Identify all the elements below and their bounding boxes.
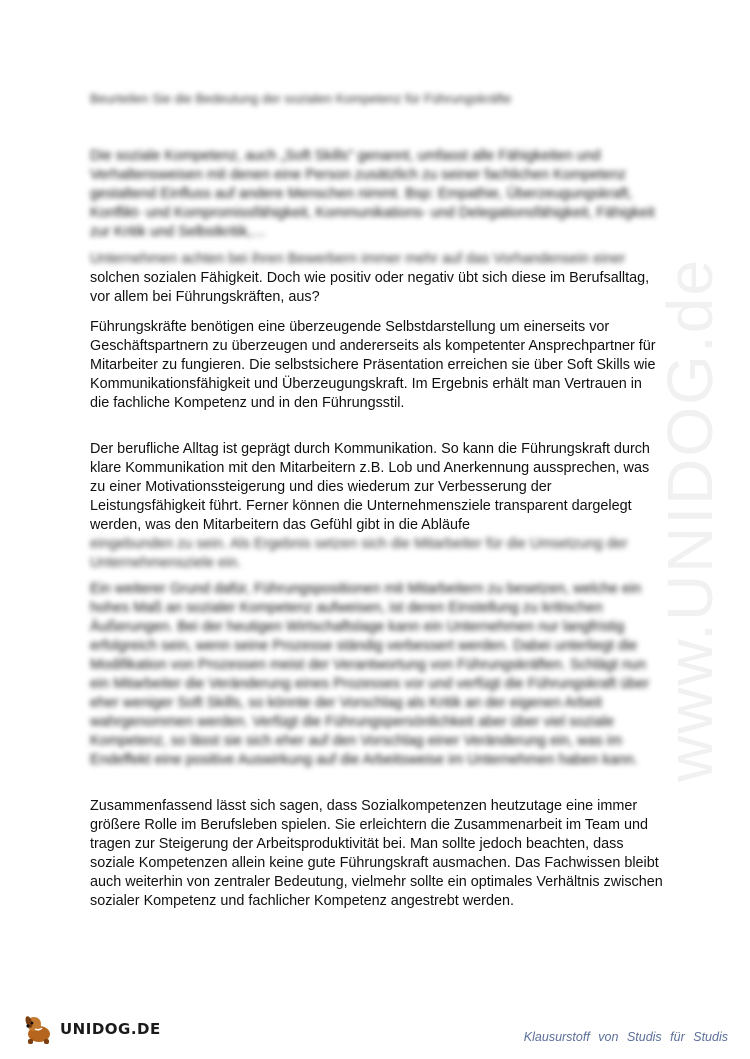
tagline-word: für [670, 1030, 685, 1044]
paragraph-2 [90, 250, 665, 307]
tagline-word: Studis [693, 1030, 728, 1044]
paragraph-intro-text: Die soziale Kompetenz, auch „Soft Skills" genannt, umfasst alle Fähigkeiten und Verhaltensweisen mit denen eine Person zusätzlich zu seiner fachlichen Kompetenz gestaltend Einfluss auf andere Menschen nimmt. Bsp: Empathie, Überzeugungskraft, Konflikt- und Kompromissfähigkeit, Kommunikations- und Delegationsfähigkeit, Fähigkeit zur Kritik und Selbstkritik,… [90, 148, 655, 240]
paragraph-3 [90, 318, 665, 413]
logo-text: UNIDOG.DE [60, 1020, 161, 1038]
paragraph-2-blurred-line: Unternehmen achten bei ihren Bewerbern immer mehr auf das Vorhandensein einer [90, 251, 626, 267]
paragraph-conclusion [90, 797, 665, 911]
paragraph-4-text: Der berufliche Alltag ist geprägt durch Kommunikation. So kann die Führungskraft durch klare Kommunikation mit den Mitarbeitern z.B. Lob und Anerkennung aussprechen, was zu einer Motivationssteigerung und dies wiederum zur Verbesserung der Leistungsfähigkeit führt. Ferner können die Unternehmensziele transparent dargelegt werden, was den Mitarbeitern das Gefühl gibt in die Abläufe [90, 441, 650, 533]
paragraph-4-blurred-text: eingebunden zu sein. Als Ergebnis setzen sich die Mitarbeiter für die Umsetzung der Unternehmensziele ein. [90, 536, 628, 571]
document-title: Beurteilen Sie die Bedeutung der sozialen Kompetenz für Führungskräfte [90, 91, 512, 106]
dog-icon [22, 1012, 56, 1046]
footer-tagline [524, 1030, 728, 1044]
paragraph-4 [90, 440, 665, 573]
paragraph-3-text: Führungskräfte benötigen eine überzeugende Selbstdarstellung um einerseits vor Geschäftspartnern zu überzeugen und andererseits als kompetenter Ansprechpartner für Mitarbeiter zu fungieren. Die selbstsichere Präsentation erreichen sie über Soft Skills wie Kommunikationsfähigkeit und Überzeugungskraft. Im Ergebnis erhält man Vertrauen in die fachliche Kompetenz und in den Führungsstil. [90, 319, 656, 411]
unidog-logo[interactable] [22, 1012, 161, 1046]
paragraph-intro [90, 147, 665, 242]
tagline-word: von [598, 1030, 619, 1044]
paragraph-2-text: solchen sozialen Fähigkeit. Doch wie positiv oder negativ übt sich diese im Berufsalltag, vor allem bei Führungskräften, aus? [90, 270, 650, 305]
watermark-text: www.UNIDOG.de [654, 258, 726, 782]
tagline-word: Klausurstoff [523, 1030, 590, 1044]
paragraph-conclusion-text: Zusammenfassend lässt sich sagen, dass Sozialkompetenzen heutzutage eine immer größere Rolle im Berufsleben spielen. Sie erleichtern die Zusammenarbeit im Team und tragen zur Steigerung der Arbeitsproduktivität bei. Man sollte jedoch beachten, dass soziale Kompetenzen allein keine gute Führungskraft ausmachen. Das Fachwissen bleibt auch weiterhin von zentraler Bedeutung, vielmehr sollte ein optimales Verhältnis zwischen sozialer Kompetenz und fachlicher Kompetenz angestrebt werden. [90, 798, 663, 909]
paragraph-5 [90, 580, 665, 770]
tagline-word: Studis [626, 1030, 662, 1044]
paragraph-5-text: Ein weiterer Grund dafür, Führungspositionen mit Mitarbeitern zu besetzen, welche ein hohes Maß an sozialer Kompetenz aufweisen, ist deren Einstellung zu kritischen Äußerungen. Bei der heutigen Wirtschaftslage kann ein Unternehmen nur langfristig erfolgreich sein, wenn seine Prozesse ständig verbessert werden. Dabei unterliegt die Modifikation von Prozessen meist der Verantwortung von Führungskräften. Schlägt nun ein Mitarbeiter die Veränderung eines Prozesses vor und verfügt die Führungskraft über eher weniger Soft Skills, so könnte der Vorschlag als Kritik an der eigenen Arbeit wahrgenommen werden. Verfügt die Führungspersönlichkeit aber über viel soziale Kompetenz, so lässt sie sich eher auf den Vorschlag einer Veränderung ein, was im Endeffekt eine positive Auswirkung auf die Arbeitsweise im Unternehmen haben kann. [90, 581, 650, 768]
